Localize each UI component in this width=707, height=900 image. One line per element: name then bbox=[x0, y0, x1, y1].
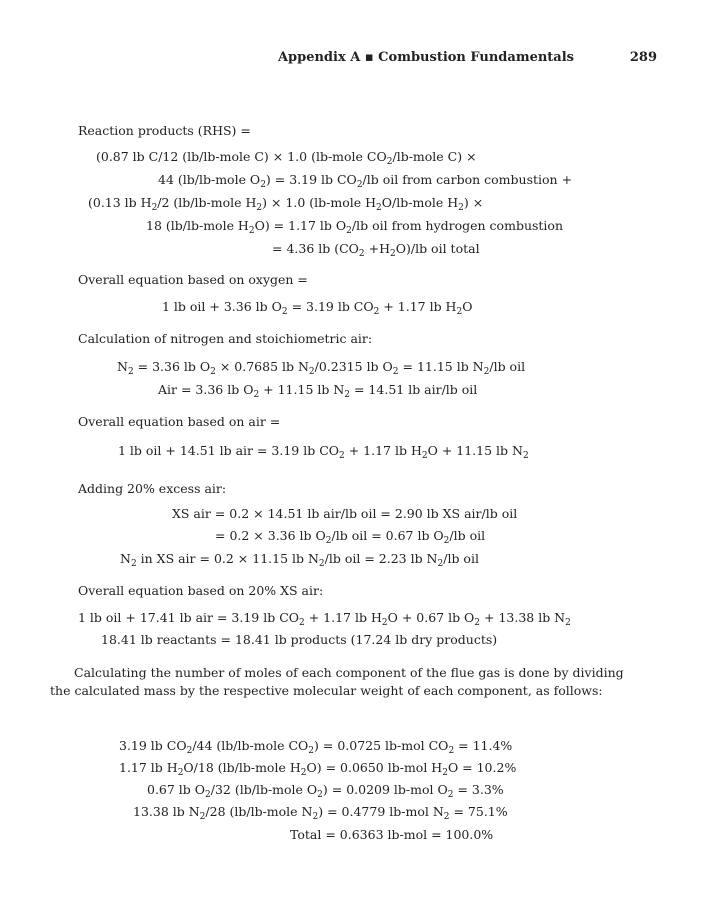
rhs-line-3: (0.13 lb $H_2/2$ (lb/lb-mole $H_2) \times 1.0$ (lb-mole $H_2O/lb$-mole $H_2$) × bbox=[88, 195, 484, 213]
page-number: 289 bbox=[629, 50, 657, 65]
moles-line-co2: 3.19 lb $CO_2/44$ (lb/lb-mole $CO_2) = 0.0725$ lb-mol $CO_2 = 11.4\%$ bbox=[119, 738, 513, 756]
moles-paragraph-text: Calculating the number of moles of each component of the flue gas is done by dividing the calculated mass by the respective molecular weight of each component, as follows: bbox=[50, 665, 624, 698]
air-equation-label: Overall equation based on air = bbox=[78, 414, 281, 429]
running-header bbox=[0, 50, 707, 70]
xs20-equation: 1 lb oil + 17.41 lb air = 3.19 lb $CO_2 + 1.17$ lb $H_2O + 0.67$ lb $O_2 + 13.38$ lb $N_2$ bbox=[78, 610, 571, 628]
xs20-balance: 18.41 lb reactants = 18.41 lb products (17.24 lb dry products) bbox=[101, 632, 498, 647]
header-title: Appendix A ▪ Combustion Fundamentals bbox=[277, 50, 574, 65]
rhs-label: Reaction products (RHS) = bbox=[78, 123, 251, 138]
nitrogen-line-2: Air = 3.36 lb $O_2 + 11.15$ lb $N_2 = 14.51$ lb air/lb oil bbox=[158, 382, 478, 400]
oxygen-equation: 1 lb oil + 3.36 lb $O_2 = 3.19$ lb $CO_2 + 1.17$ lb $H_2O$ bbox=[162, 299, 473, 317]
xs20-equation-label: Overall equation based on 20% XS air: bbox=[78, 583, 324, 598]
excess-air-line-2: = 0.2 × 3.36 lb $O_2/lb$ oil = 0.67 lb $O_2/lb$ oil bbox=[215, 528, 486, 546]
rhs-line-4: 18 (lb/lb-mole $H_2O) = 1.17$ lb $O_2/lb$ oil from hydrogen combustion bbox=[146, 218, 564, 236]
excess-air-line-1: XS air = 0.2 × 14.51 lb air/lb oil = 2.90 lb XS air/lb oil bbox=[172, 506, 518, 521]
moles-line-h2o: 1.17 lb $H_2O/18$ (lb/lb-mole $H_2O) = 0.0650$ lb-mol $H_2O = 10.2\%$ bbox=[119, 760, 517, 778]
moles-total: Total = 0.6363 lb-mol = 100.0% bbox=[290, 827, 494, 842]
moles-line-n2: 13.38 lb $N_2/28$ (lb/lb-mole $N_2) = 0.4779$ lb-mol $N_2 = 75.1\%$ bbox=[133, 804, 508, 822]
moles-line-o2: 0.67 lb $O_2/32$ (lb/lb-mole $O_2) = 0.0209$ lb-mol $O_2 = 3.3\%$ bbox=[147, 782, 504, 800]
excess-air-label: Adding 20% excess air: bbox=[78, 481, 227, 496]
oxygen-equation-label: Overall equation based on oxygen = bbox=[78, 272, 308, 287]
rhs-line-2: 44 (lb/lb-mole $O_2) = 3.19$ lb $CO_2/lb$ oil from carbon combustion + bbox=[158, 172, 573, 190]
nitrogen-label: Calculation of nitrogen and stoichiometric air: bbox=[78, 331, 373, 346]
air-equation: 1 lb oil + 14.51 lb air = 3.19 lb $CO_2 + 1.17$ lb $H_2O + 11.15$ lb $N_2$ bbox=[118, 443, 529, 461]
rhs-line-5: = 4.36 lb $(CO_2 +H_2O)/lb$ oil total bbox=[272, 241, 480, 259]
rhs-line-1: (0.87 lb C/12 (lb/lb-mole C) × 1.0 (lb-mole $CO_2/lb$-mole C) × bbox=[96, 149, 477, 167]
nitrogen-line-1: $N_2 = 3.36$ lb $O_2 \times 0.7685$ lb $N_2/0.2315$ lb $O_2 = 11.15$ lb $N_2/lb$ oil bbox=[117, 359, 526, 377]
moles-paragraph bbox=[50, 664, 640, 700]
excess-air-line-3: $N_2$ in XS air = 0.2 × 11.15 lb $N_2/lb$ oil = 2.23 lb $N_2/lb$ oil bbox=[120, 551, 479, 569]
